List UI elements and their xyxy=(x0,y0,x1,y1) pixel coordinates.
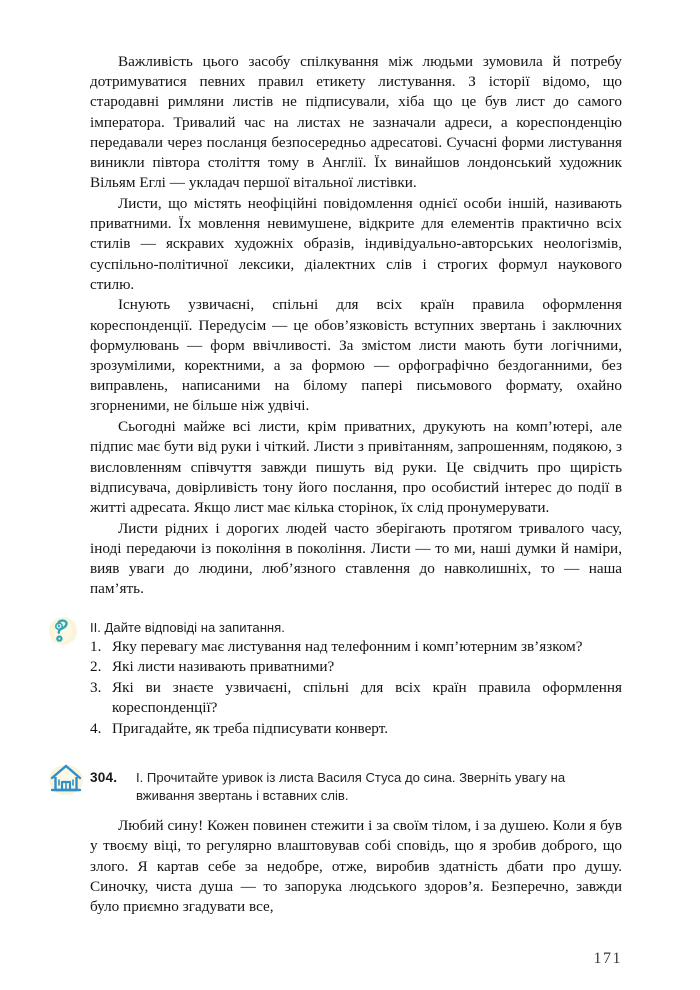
body-paragraph: Важливість цього засобу спілкування між людьми зумовила й потребу дотримуватися певних правил етикету листування. З історії відомо, що стародавні римляни листів не підписували, хіба що це був лист до самого імператора. Тривалий час на листах не зазначали адреси, а кореспонденцію передавали через посланця безпосередньо адресатові. Сучасні форми листування виникли півтора століття тому в Англії. Їх винайшов лондонський художник Вільям Еглі — укладач першої вітальної листівки. xyxy=(90,53,622,192)
question-item xyxy=(90,678,622,719)
question-text: Які ви знаєте узвичаєні, спільні для всіх країн правила оформлення кореспонденції? xyxy=(112,678,622,717)
exercise-number: 304. xyxy=(90,770,118,786)
article-body xyxy=(90,52,622,599)
body-paragraph: Сьогодні майже всі листи, крім приватних, друкують на комп’ютері, але підпис має бути від руки і чіткий. Листи з привітанням, запрошенням, подякою, з висловленням співчуття завжди пишуть від руки. Це свідчить про щирість відписувача, довірливість тону його послання, про особистий інтерес до події в житті адресата. Якщо лист має кілька сторінок, їх слід пронумерувати. xyxy=(90,418,622,516)
question-text: Яку перевагу має листування над телефонним і комп’ютерним зв’язком? xyxy=(112,637,583,655)
questions-list xyxy=(90,637,622,739)
exercise-instruction: I. Прочитайте уривок із листа Василя Стуса до сина. Зверніть увагу на вживання звертань і вставних слів. xyxy=(136,770,566,803)
body-paragraph: Існують узвичаєні, спільні для всіх країн правила оформлення кореспонденції. Передусім — це обов’язковість вступних звертань і заключних формулювань — форм ввічливості. За змістом листи мають бути логічними, зрозумілими, коректними, а за формою — орфографічно бездоганними, без виправлень, написаними на білому папері письмового формату, охайно згорненими, не більше ніж удвічі. xyxy=(90,296,622,415)
questions-instruction: II. Дайте відповіді на запитання. xyxy=(90,620,285,636)
exercise-304 xyxy=(90,769,622,917)
exercise-heading xyxy=(90,769,622,804)
question-item xyxy=(90,637,622,657)
question-number: 1. xyxy=(90,637,102,655)
spiral-question-icon xyxy=(46,615,80,649)
page-number: 171 xyxy=(593,950,622,967)
question-number: 3. xyxy=(90,678,102,696)
questions-section xyxy=(90,619,622,739)
question-number: 4. xyxy=(90,719,102,737)
exercise-paragraph: Любий сину! Кожен повинен стежити і за своїм тілом, і за душею. Коли я був у твоєму віці, то регулярно влаштовував собі сповідь, що я зробив доброго, що злого. Я картав себе за недобре, отже, виробив здатність дбати про душу. Синочку, чиста душа — то запорука людського здоров’я. Безперечно, завжди було приємно згадувати все, xyxy=(90,817,622,916)
body-paragraph: Листи рідних і дорогих людей часто зберігають протягом тривалого часу, іноді передаючи із покоління в покоління. Листи — то ми, наші думки й наміри, вияв уваги до людини, люб’язного ставлення до навколишніх, то — наша пам’ять. xyxy=(90,519,622,598)
question-text: Які листи називають приватними? xyxy=(112,658,335,676)
house-icon xyxy=(46,761,86,797)
body-paragraph: Листи, що містять неофіційні повідомлення однієї особи іншій, називають приватними. Їх мовлення невимушене, відкрите для елементів практично всіх стилів — яскравих художніх образів, індивідуально-авторських неологізмів, суспільно-політичної лексики, діалектних слів і строгих формул наукового стилю. xyxy=(90,194,622,293)
question-number: 2. xyxy=(90,658,102,676)
question-item xyxy=(90,657,622,677)
question-text: Пригадайте, як треба підписувати конверт. xyxy=(112,719,388,737)
question-item xyxy=(90,719,622,739)
exercise-body xyxy=(90,816,622,917)
